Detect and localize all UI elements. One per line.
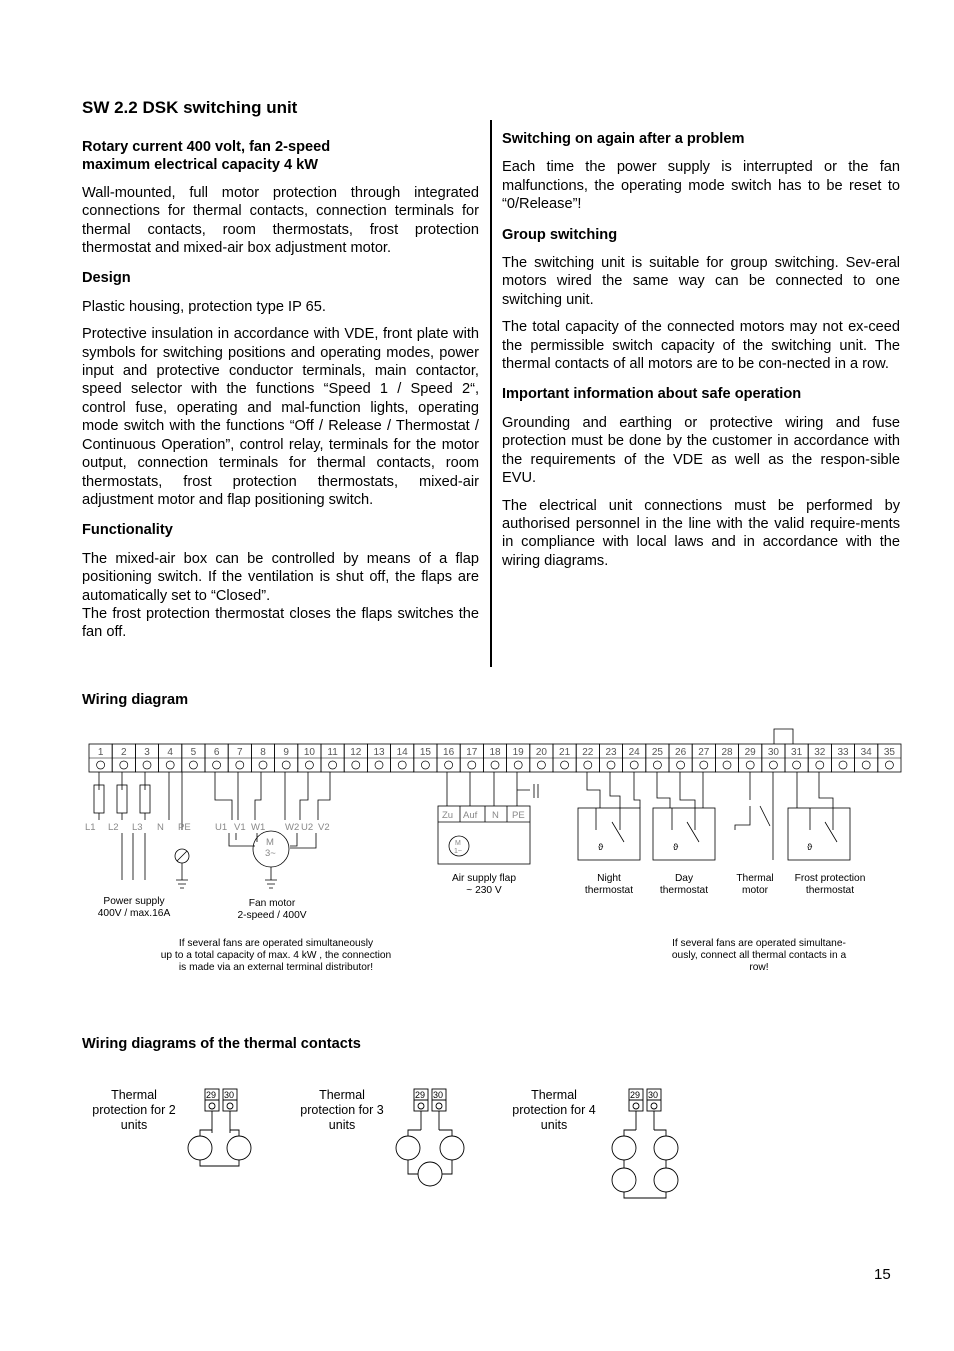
terminal-number: 10	[303, 747, 315, 758]
terminal-number: 12	[350, 747, 362, 758]
terminal-number: 4	[167, 747, 173, 758]
design-heading: Design	[82, 270, 131, 287]
terminal-number: 3	[144, 747, 150, 758]
night-thermostat-label-1: Night	[597, 873, 621, 884]
motor-3phase-label: 3~	[265, 848, 276, 859]
terminal-number: 14	[396, 747, 408, 758]
restart-paragraph: Each time the power supply is interrupted or the fan malfunctions, the operating mode switch has to be reset to “0/Release”!	[502, 159, 900, 213]
terminal-number: 22	[582, 747, 594, 758]
label-l2: L2	[108, 822, 119, 833]
restart-heading: Switching on again after a problem	[502, 131, 745, 147]
thermal-unit-2	[227, 1136, 251, 1160]
flap-motor-m: M	[455, 840, 461, 847]
thermal-3-label-2: protection for 3	[300, 1103, 384, 1117]
thermal-unit-1	[188, 1136, 212, 1160]
night-thermostat-label-2: thermostat	[584, 885, 634, 896]
thermal-4-label-3: units	[540, 1118, 568, 1132]
thermal-unit-4d	[654, 1168, 678, 1192]
terminal-number: 34	[860, 747, 872, 758]
terminal-number: 23	[605, 747, 617, 758]
terminal-number: 21	[559, 747, 571, 758]
air-flap-label-2: ~ 230 V	[466, 885, 502, 896]
note-left-line3: is made via an external terminal distributor!	[178, 962, 374, 973]
terminal-number: 7	[237, 747, 243, 758]
night-theta: ϑ	[598, 842, 604, 853]
thermal-unit-3c	[418, 1162, 442, 1186]
terminal-number: 18	[489, 747, 501, 758]
intro-paragraph: Wall-mounted, full motor protection through integrated connections for thermal contacts, connection terminals for thermal contacts, room thermostats, frost protection thermostat and mixed-air box adjustment motor.	[82, 184, 479, 257]
t4-29: 29	[630, 1090, 641, 1100]
flap-motor-1phase: 1~	[454, 848, 462, 855]
terminal-number: 35	[883, 747, 895, 758]
label-u1: U1	[215, 822, 228, 833]
terminal-number: 9	[283, 747, 289, 758]
design-paragraph-1: Plastic housing, protection type IP 65.	[82, 298, 326, 315]
safety-paragraph-1: Grounding and earthing or protective wiring and fuse protection must be done by the customer in accordance with the requirements of the VDE as well as the respon-sible EVU.	[502, 414, 900, 487]
thermal-unit-3b	[440, 1136, 464, 1160]
functionality-paragraph-1: The mixed-air box can be controlled by means of a flap positioning switch. If the ventilation is shut off, the flaps are automatically set to “Closed”.	[82, 550, 479, 604]
thermal-contacts-heading: Wiring diagrams of the thermal contacts	[82, 1036, 361, 1052]
note-right-line2: ously, connect all thermal contacts in a	[671, 950, 847, 961]
flap-label-n: N	[492, 810, 499, 821]
power-supply-label-1: Power supply	[103, 896, 165, 907]
note-left-line2: up to a total capacity of max. 4 kW , the connection	[160, 950, 392, 961]
terminal-number: 30	[767, 747, 779, 758]
day-theta: ϑ	[673, 842, 679, 853]
group-heading: Group switching	[502, 226, 618, 243]
t2-29: 29	[206, 1090, 217, 1100]
thermal-motor-label-1: Thermal	[736, 873, 774, 884]
terminal-number: 15	[419, 747, 431, 758]
t4-30: 30	[648, 1090, 659, 1100]
thermal-4-units-diagram	[612, 1089, 678, 1198]
day-thermostat-label-1: Day	[674, 873, 694, 884]
terminal-number: 16	[443, 747, 455, 758]
thermal-2-label-2: protection for 2	[92, 1103, 176, 1117]
thermal-2-label-1: Thermal	[111, 1088, 157, 1102]
thermal-2-label-3: units	[120, 1118, 148, 1132]
capacity-heading-line2: maximum electrical capacity 4 kW	[82, 157, 319, 174]
thermal-4-label-1: Thermal	[531, 1088, 577, 1102]
terminal-number: 17	[466, 747, 478, 758]
thermal-unit-3a	[396, 1136, 420, 1160]
group-paragraph-2: The total capacity of the connected motors may not ex-ceed the permissible switch capacity of the switching unit. The thermal contacts of all motors are to be con-nected in a row.	[502, 319, 900, 373]
label-l1: L1	[85, 822, 96, 833]
note-right-line3: row!	[749, 962, 769, 973]
flap-label-auf: Auf	[463, 810, 478, 821]
terminal-number: 25	[651, 747, 663, 758]
thermal-motor-label-2: motor	[741, 885, 769, 896]
terminal-number: 20	[535, 747, 547, 758]
wiring-diagram-heading: Wiring diagram	[82, 692, 189, 708]
terminal-number: 11	[327, 747, 338, 758]
safety-paragraph-2: The electrical unit connections must be performed by authorised personnel in the line with the valid require-ments in compliance with local laws and in accordance with the wiring diagrams.	[502, 497, 900, 569]
motor-m-label: M	[266, 837, 274, 848]
label-v1: V1	[234, 822, 246, 833]
label-pe: PE	[178, 822, 191, 833]
terminal-number: 32	[814, 747, 826, 758]
flap-label-pe: PE	[512, 810, 525, 821]
capacity-heading-line1: Rotary current 400 volt, fan 2-speed	[82, 139, 331, 155]
functionality-heading: Functionality	[82, 522, 173, 539]
t2-30: 30	[224, 1090, 235, 1100]
terminal-number: 5	[190, 747, 197, 758]
terminal-number: 26	[675, 747, 687, 758]
frost-thermostat-label-1: Frost protection	[794, 873, 866, 884]
terminal-number: 1	[97, 747, 104, 758]
terminal-number: 13	[373, 747, 385, 758]
label-w2: W2	[285, 822, 300, 833]
label-u2: U2	[301, 822, 314, 833]
thermal-3-units-diagram	[396, 1089, 464, 1186]
note-left-line1: If several fans are operated simultaneously	[178, 938, 374, 949]
terminal-number: 6	[213, 747, 220, 758]
thermal-unit-4a	[612, 1136, 636, 1160]
terminal-number: 31	[791, 747, 803, 758]
air-flap-label-1: Air supply flap	[452, 873, 516, 884]
thermal-unit-4c	[612, 1168, 636, 1192]
label-l3: L3	[132, 822, 143, 833]
fan-motor-label-1: Fan motor	[248, 898, 296, 909]
t3-30: 30	[433, 1090, 444, 1100]
terminal-number: 27	[698, 747, 710, 758]
terminal-number: 8	[260, 747, 266, 758]
page-number: 15	[874, 1266, 891, 1283]
flap-label-zu: Zu	[442, 810, 454, 821]
terminal-number: 24	[628, 747, 640, 758]
frost-thermostat-label-2: thermostat	[805, 885, 855, 896]
group-paragraph-1: The switching unit is suitable for group switching. Sev-eral motors wired the same way can be connected to one switching unit.	[502, 255, 900, 308]
terminal-number: 28	[721, 747, 733, 758]
thermal-3-label-3: units	[328, 1118, 356, 1132]
terminal-number: 19	[512, 747, 524, 758]
thermal-2-units-diagram	[188, 1089, 251, 1166]
thermal-unit-4b	[654, 1136, 678, 1160]
page-title: SW 2.2 DSK switching unit	[82, 98, 298, 117]
design-paragraph-2: Protective insulation in accordance with VDE, front plate with symbols for switching positions and operating modes, power input and protective conductor terminals, main contactor, speed selector with the functions “Speed 1 / Speed 2“, control fuse, operating and mal-function lights, operating mode switch with the functions “Off / Release / Thermostat / Continuous Operation”, control relay, terminals for the motor output, connection terminals for thermal contacts, room thermostats, frost protection thermostats, mixed-air adjustment motor and flap positioning switch.	[82, 326, 479, 508]
thermal-4-label-2: protection for 4	[512, 1103, 596, 1117]
note-right-line1: If several fans are operated simultane-	[672, 938, 846, 949]
terminal-number: 2	[121, 747, 127, 758]
label-n: N	[157, 822, 164, 833]
power-supply-label-2: 400V / max.16A	[97, 908, 171, 919]
thermal-3-label-1: Thermal	[319, 1088, 365, 1102]
terminal-number: 33	[837, 747, 849, 758]
day-thermostat-label-2: thermostat	[659, 885, 709, 896]
frost-theta: ϑ	[807, 842, 813, 853]
label-w1: W1	[251, 822, 266, 833]
functionality-paragraph-2: The frost protection thermostat closes the flaps switches the fan off.	[82, 605, 479, 641]
safety-heading: Important information about safe operation	[502, 386, 802, 403]
fan-motor-label-2: 2-speed / 400V	[237, 910, 307, 921]
t3-29: 29	[415, 1090, 426, 1100]
terminal-number: 29	[744, 747, 756, 758]
label-v2: V2	[318, 822, 330, 833]
